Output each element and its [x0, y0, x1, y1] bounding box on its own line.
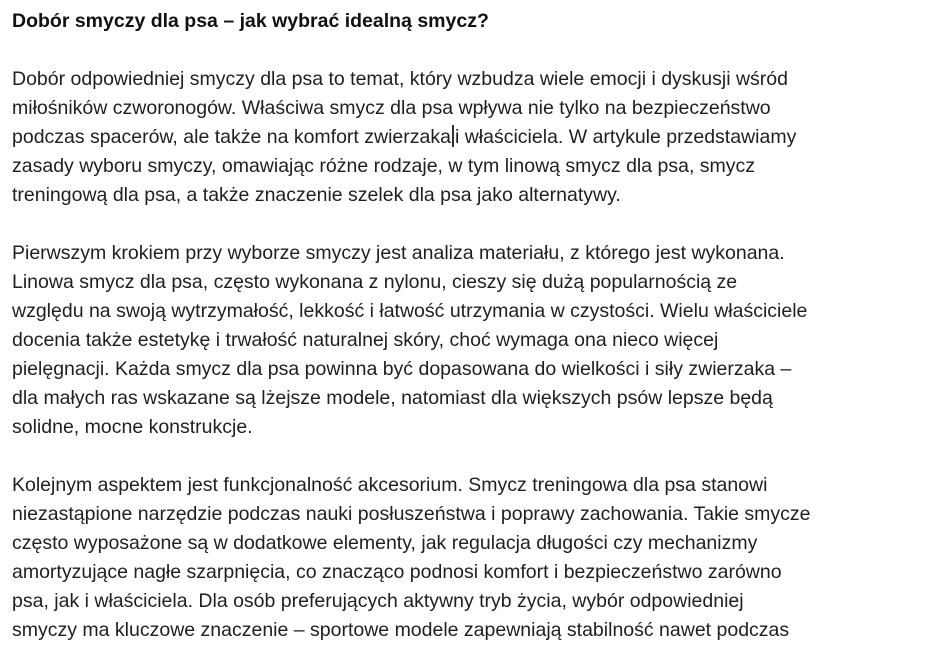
- paragraph-2: [12, 239, 930, 442]
- paragraph-spacer: [12, 36, 930, 65]
- paragraph-line: dla małych ras wskazane są lżejsze modele, natomiast dla większych psów lepsze będą: [12, 387, 773, 409]
- paragraph-line-with-caret: [12, 123, 930, 152]
- paragraph-line: psa, jak i właściciela. Dla osób preferujących aktywny tryb życia, wybór odpowiedniej: [12, 590, 744, 612]
- paragraph-line: solidne, mocne konstrukcje.: [12, 416, 253, 438]
- paragraph-1: [12, 65, 930, 210]
- paragraph-line: zasady wyboru smyczy, omawiając różne rodzaje, w tym linową smycz dla psa, smycz: [12, 155, 756, 177]
- document-body[interactable]: [12, 7, 930, 645]
- paragraph-3: [12, 471, 930, 645]
- article-title: Dobór smyczy dla psa – jak wybrać idealną smycz?: [12, 10, 489, 32]
- paragraph-line: Linowa smycz dla psa, często wykonana z nylonu, cieszy się dużą popularnością ze: [12, 271, 738, 293]
- paragraph-line: względu na swoją wytrzymałość, lekkość i łatwość utrzymania w czystości. Wielu właściciele: [12, 300, 808, 322]
- paragraph-line: Pierwszym krokiem przy wyborze smyczy jest analiza materiału, z którego jest wykonana.: [12, 242, 785, 264]
- paragraph-line: pielęgnacji. Każda smycz dla psa powinna być dopasowana do wielkości i siły zwierzaka –: [12, 358, 792, 380]
- line-segment-after-caret: i właściciela. W artykule przedstawiamy: [454, 126, 797, 148]
- paragraph-line: często wyposażone są w dodatkowe elementy, jak regulacja długości czy mechanizmy: [12, 532, 758, 554]
- line-segment-before-caret: podczas spacerów, ale także na komfort zwierzaka: [12, 126, 451, 148]
- paragraph-line: treningową dla psa, a także znaczenie szelek dla psa jako alternatywy.: [12, 184, 621, 206]
- paragraph-line: Kolejnym aspektem jest funkcjonalność akcesorium. Smycz treningowa dla psa stanowi: [12, 474, 768, 496]
- text-cursor: [452, 125, 454, 147]
- paragraph-line: Dobór odpowiedniej smyczy dla psa to temat, który wzbudza wiele emocji i dyskusji wśród: [12, 68, 788, 90]
- paragraph-line: miłośników czworonogów. Właściwa smycz dla psa wpływa nie tylko na bezpieczeństwo: [12, 97, 771, 119]
- paragraph-line: docenia także estetykę i trwałość naturalnej skóry, choć wymaga ona nieco więcej: [12, 329, 719, 351]
- paragraph-spacer: [12, 442, 930, 471]
- paragraph-line: amortyzujące nagłe szarpnięcia, co znacząco podnosi komfort i bezpieczeństwo zarówno: [12, 561, 782, 583]
- paragraph-line: niezastąpione narzędzie podczas nauki posłuszeństwa i poprawy zachowania. Takie smycze: [12, 503, 811, 525]
- paragraph-spacer: [12, 210, 930, 239]
- paragraph-line: smyczy ma kluczowe znaczenie – sportowe modele zapewniają stabilność nawet podczas: [12, 619, 790, 641]
